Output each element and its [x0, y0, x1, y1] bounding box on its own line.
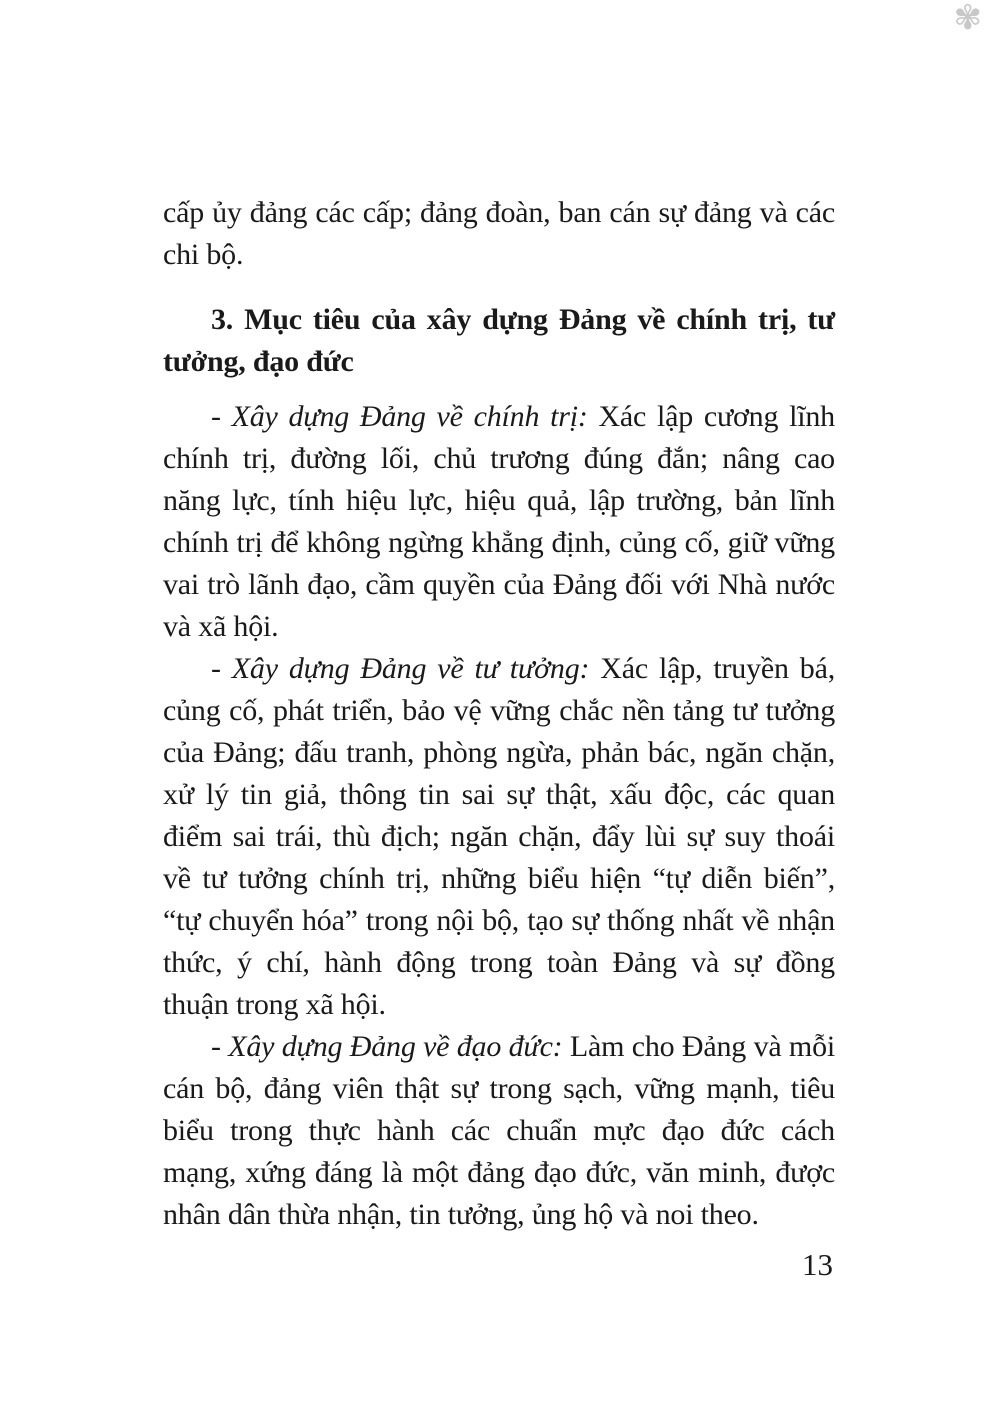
paragraph-politics-text: Xác lập cương lĩnh chính trị, đường lối, chủ trương đúng đắn; nâng cao năng lực, tính hiệu lực, hiệu quả, lập trường, bản lĩnh chính trị để không ngừng khẳng định, củng cố, giữ vững vai trò lãnh đạo, cầm quyền của Đảng đối với Nhà nước và xã hội.	[163, 400, 835, 643]
paragraph-ethics-lead: - Xây dựng Đảng về đạo đức:	[211, 1030, 563, 1063]
paragraph-ideology	[163, 648, 835, 1026]
page-body	[163, 192, 835, 1236]
paragraph-politics-lead: - Xây dựng Đảng về chính trị:	[211, 400, 588, 433]
paragraph-ethics	[163, 1026, 835, 1236]
paragraph-ethics-text: Làm cho Đảng và mỗi cán bộ, đảng viên thật sự trong sạch, vững mạnh, tiêu biểu trong thực hành các chuẩn mực đạo đức cách mạng, xứng đáng là một đảng đạo đức, văn minh, được nhân dân thừa nhận, tin tưởng, ủng hộ và noi theo.	[163, 1030, 836, 1231]
flower-ornament-icon: ✾	[953, 0, 982, 37]
paragraph-ideology-text: Xác lập, truyền bá, củng cố, phát triển, bảo vệ vững chắc nền tảng tư tưởng của Đảng; đấu tranh, phòng ngừa, phản bác, ngăn chặn, xử lý tin giả, thông tin sai sự thật, xấu độc, các quan điểm sai trái, thù địch; ngăn chặn, đẩy lùi sự suy thoái về tư tưởng chính trị, những biểu hiện “tự diễn biến”, “tự chuyển hóa” trong nội bộ, tạo sự thống nhất về nhận thức, ý chí, hành động trong toàn Đảng và sự đồng thuận trong xã hội.	[163, 652, 835, 1021]
section-heading: 3. Mục tiêu của xây dựng Đảng về chính trị, tư tưởng, đạo đức	[163, 303, 835, 378]
paragraph-politics	[163, 396, 835, 648]
paragraph-continuation: cấp ủy đảng các cấp; đảng đoàn, ban cán sự đảng và các chi bộ.	[163, 196, 835, 271]
page-number: 13	[802, 1247, 833, 1282]
paragraph-ideology-lead: - Xây dựng Đảng về tư tưởng:	[211, 652, 590, 685]
